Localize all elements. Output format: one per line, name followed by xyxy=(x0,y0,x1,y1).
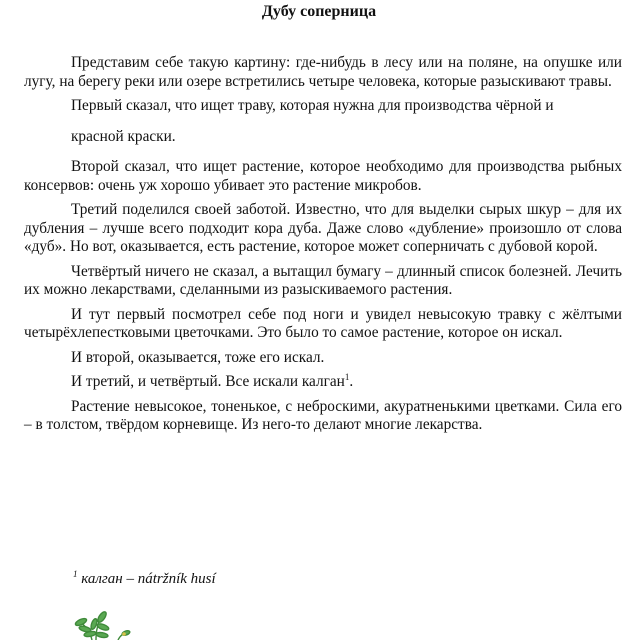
plant-illustration-icon xyxy=(72,610,144,640)
footnote-text: калган – nátržník husí xyxy=(81,571,216,587)
document-body xyxy=(24,54,622,441)
footnote xyxy=(73,570,216,588)
footnote-reference: 1 xyxy=(344,371,350,382)
paragraph: красной краски. xyxy=(71,127,176,145)
paragraph-text: И третий, и четвёртый. Все искали калган xyxy=(71,373,345,390)
page-title: Дубу соперница xyxy=(261,3,377,20)
paragraph: Первый сказал, что ищет траву, которая нужна для производства чёрной и xyxy=(71,97,554,114)
paragraph-with-footnote-ref: И третий, и четвёртый. Все искали калган$^1$. xyxy=(71,371,354,390)
paragraph: Четвёртый ничего не сказал, а вытащил бумагу – длинный список болезней. Лечить их можно лекарствами, сделанными из разыскиваемого растения. xyxy=(24,262,622,298)
footnote-marker: 1 xyxy=(73,569,78,579)
paragraph: И тут первый посмотрел себе под ноги и увидел невысокую травку с жёлтыми четырёхлепестковыми цветочками. Это было то самое растение, которое он искал. xyxy=(24,305,622,341)
paragraph: И второй, оказывается, тоже его искал. xyxy=(71,348,325,366)
paragraph: Представим себе такую картину: где-нибудь в лесу или на поляне, на опушке или лугу, на берегу реки или озере встретились четыре человека, которые разыскивают травы. xyxy=(24,54,622,90)
paragraph: Растение невысокое, тоненькое, с неброскими, акуратненькими цветками. Сила его – в толстом, твёрдом корневище. Из него-то делают многие лекарства. xyxy=(24,397,622,433)
paragraph: Третий поделился своей заботой. Известно, что для выделки сырых шкур – для их дубления – лучше всего подходит кора дуба. Даже слово «дубление» произошло от слова «дуб». Но вот, оказывается, есть растение, которое может соперничать с дубовой корой. xyxy=(24,201,622,255)
paragraph: Второй сказал, что ищет растение, которое необходимо для производства рыбных консервов: очень уж хорошо убивает это растение микробов. xyxy=(24,158,622,194)
